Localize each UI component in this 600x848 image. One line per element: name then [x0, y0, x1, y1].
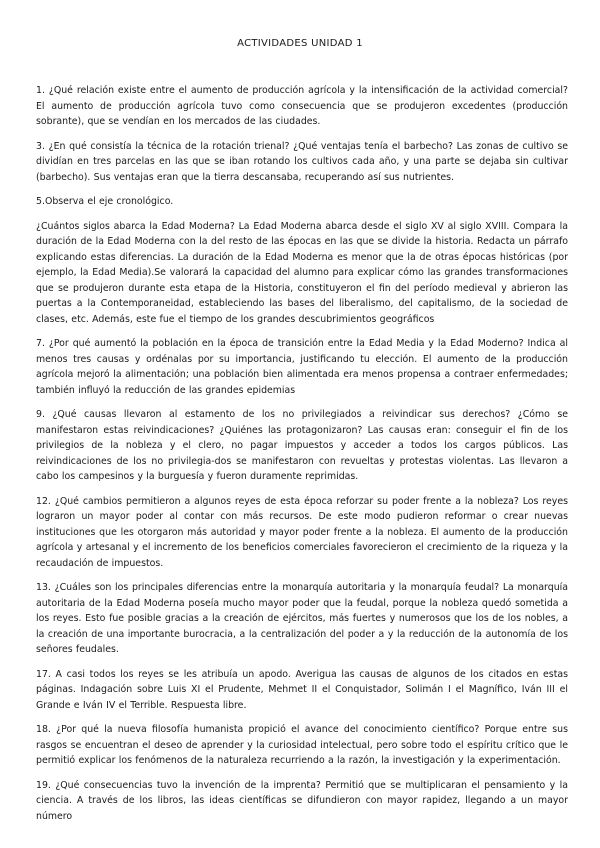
paragraph-activity-5-answer: ¿Cuántos siglos abarca la Edad Moderna? La Edad Moderna abarca desde el siglo XV al siglo XVIII. Compara la duración de la Edad Moderna con la del resto de las épocas en las que se divide la historia. Redacta un párrafo explicando estas diferencias. La duración de la Edad Moderna es menor que la de otras épocas históricas (por ejemplo, la Edad Media).Se valorará la capacidad del alumno para explicar cómo las grandes transformaciones que se produjeron durante esta etapa de la Historia, constituyeron el fin del período medieval y abrieron las puertas a la Contemporaneidad, estableciendo las bases del liberalismo, del capitalismo, de la sociedad de clases, etc. Además, este fue el tiempo de los grandes descubrimientos geográficos — [36, 220, 568, 325]
paragraph-activity-1: 1. ¿Qué relación existe entre el aumento de producción agrícola y la intensificación de la actividad comercial? El aumento de producción agrícola tuvo como consecuencia que se produjeron excedentes (producción sobrante), que se vendían en los mercados de las ciudades. — [36, 85, 568, 127]
paragraph-activity-13: 13. ¿Cuáles son los principales diferencias entre la monarquía autoritaria y la monarquía feudal? La monarquía autoritaria de la Edad Moderna poseía mucho mayor poder que la feudal, porque la nobleza quedó sometida a los reyes. Esto fue posible gracias a la creación de ejércitos, más fuertes y numerosos que los de los nobles, a la creación de una importante burocracia, a la centralización del poder a y la reducción de la autonomía de los señores feudales. — [36, 582, 568, 655]
paragraph-activity-17: 17. A casi todos los reyes se les atribuía un apodo. Averigua las causas de algunos de los citados en estas páginas. Indagación sobre Luis XI el Prudente, Mehmet II el Conquistador, Solimán I el Magnífico, Iván III el Grande e Iván IV el Terrible. Respuesta libre. — [36, 668, 568, 711]
paragraph-activity-12: 12. ¿Qué cambios permitieron a algunos reyes de esta época reforzar su poder frente a la nobleza? Los reyes lograron un mayor poder al contar con más recursos. De este modo pudieron reformar o crear nuevas instituciones que les otorgaron más autoridad y mayor poder frente a la nobleza. El aumento de la producción agrícola y artesanal y el incremento de los beneficios comerciales favorecieron el crecimiento de la riqueza y la recaudación de impuestos. — [36, 495, 568, 569]
document-body — [36, 83, 568, 833]
paragraph-activity-19: 19. ¿Qué consecuencias tuvo la invención de la imprenta? Permitió que se multiplicaran el pensamiento y la ciencia. A través de los libros, las ideas científicas se difundieron con mayor rapidez, llegando a un mayor número — [36, 779, 568, 822]
paragraph-activity-5: 5.Observa el eje cronológico. — [36, 196, 174, 207]
paragraph-activity-7: 7. ¿Por qué aumentó la población en la época de transición entre la Edad Media y la Edad Moderno? Indica al menos tres causas y ordénalas por su importancia, justificando tu elección. El aumento de la producción agrícola mejoró la alimentación; una población bien alimentada era menos propensa a contraer enfermedades; también influyó la reducción de las grandes epidemias — [36, 338, 568, 396]
paragraph-activity-9: 9. ¿Qué causas llevaron al estamento de los no privilegiados a reivindicar sus derechos? ¿Cómo se manifestaron estas reivindicaciones? ¿Quiénes las protagonizaron? Las causas eran: conseguir el fin de los privilegios de la nobleza y el clero, no pagar impuestos y acceder a todos los cargos públicos. Las reivindicaciones de los no privilegia-dos se manifestaron con revueltas y protestas violentas. Las llevaron a cabo los campesinos y la burguesía y fueron duramente reprimidas. — [36, 409, 568, 482]
page-title: ACTIVIDADES UNIDAD 1 — [237, 38, 363, 49]
paragraph-activity-18: 18. ¿Por qué la nueva filosofía humanista propició el avance del conocimiento científico? Porque entre sus rasgos se encuentran el deseo de aprender y la curiosidad intelectual, pero sobre todo el espíritu crítico que le permitió explicar los fenómenos de la naturaleza recurriendo a la razón, la investigación y la experimentación. — [36, 724, 568, 766]
paragraph-activity-3: 3. ¿En qué consistía la técnica de la rotación trienal? ¿Qué ventajas tenía el barbecho? Las zonas de cultivo se dividían en tres parcelas en las que se iban rotando los cultivos cada año, y una parte se dejaba sin cultivar (barbecho). Sus ventajas eran que la tierra descansaba, recuperando así sus nutrientes. — [36, 140, 568, 183]
